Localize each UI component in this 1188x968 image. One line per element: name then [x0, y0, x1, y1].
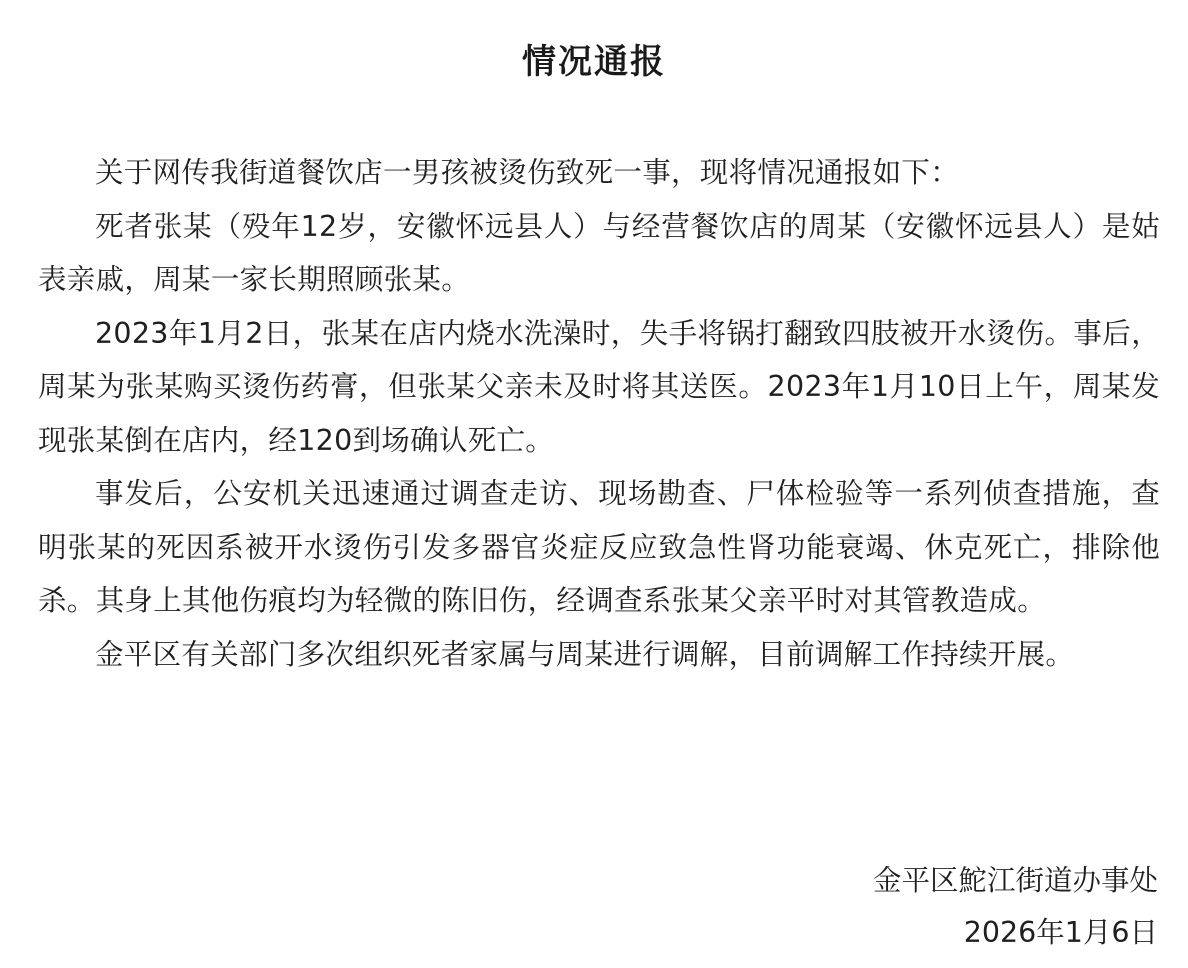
document-body — [38, 146, 1160, 681]
paragraph-intro: 关于网传我街道餐饮店一男孩被烫伤致死一事，现将情况通报如下： — [95, 156, 960, 189]
paragraph-investigation: 事发后，公安机关迅速通过调查走访、现场勘查、尸体检验等一系列侦查措施，查明张某的死因系被开水烫伤引发多器官炎症反应致急性肾功能衰竭、休克死亡，排除他杀。其身上其他伤痕均为轻微的陈旧伤，经调查系张某父亲平时对其管教造成。 — [38, 477, 1160, 617]
paragraph-deceased-info: 死者张某（殁年12岁，安徽怀远县人）与经营餐饮店的周某（安徽怀远县人）是姑表亲戚，周某一家长期照顾张某。 — [38, 209, 1160, 296]
issuing-organization: 金平区鮀江街道办事处 — [872, 864, 1158, 897]
paragraph-incident: 2023年1月2日，张某在店内烧水洗澡时，失手将锅打翻致四肢被开水烫伤。事后，周某为张某购买烫伤药膏，但张某父亲未及时将其送医。2023年1月10日上午，周某发现张某倒在店内，经120到场确认死亡。 — [38, 316, 1160, 457]
document-title: 情况通报 — [522, 42, 666, 82]
issue-date: 2026年1月6日 — [963, 916, 1158, 949]
signature-block — [873, 855, 1158, 959]
paragraph-mediation: 金平区有关部门多次组织死者家属与周某进行调解，目前调解工作持续开展。 — [95, 637, 1075, 671]
